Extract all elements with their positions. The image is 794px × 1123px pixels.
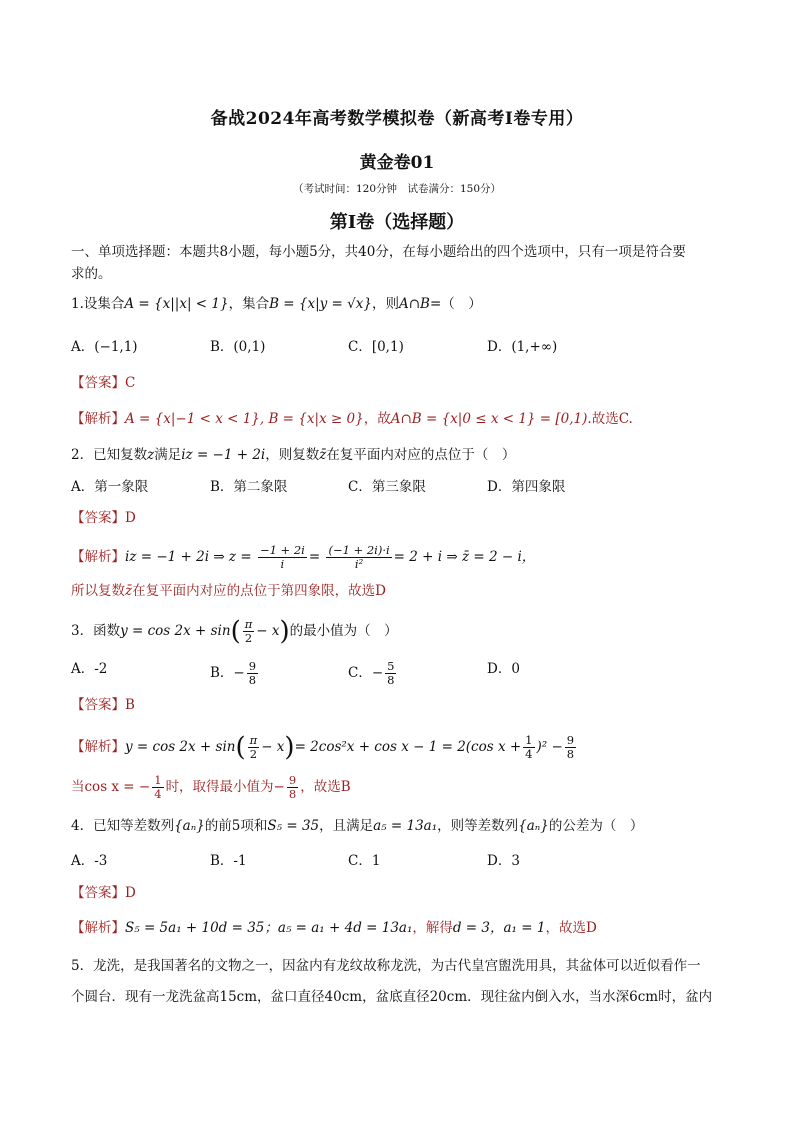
fraction: $\frac{1}{4}$ (154, 773, 162, 801)
exam-time-note: （考试时间：120分钟 试卷满分：150分） (292, 183, 502, 195)
fraction: $\frac{-1 + 2i}{i}$ (259, 543, 305, 571)
fraction: $\frac{(-1 + 2i)\cdot i}{\text{i²}}$ (328, 543, 390, 571)
q4-answer: 【答案】D (71, 885, 136, 901)
fraction: $\frac{9}{8}$ (566, 733, 575, 761)
q1-option-a: A．(−1,1) (71, 339, 138, 355)
instructions-line-2: 求的。 (71, 266, 112, 282)
fraction: $\frac{9}{8}$ (288, 773, 297, 801)
fraction: $\frac{\pi}{2}$ (249, 733, 258, 761)
exam-subtitle: 黄金卷01 (359, 153, 435, 173)
q2-answer: 【答案】D (71, 510, 136, 526)
q3-answer: 【答案】B (71, 697, 135, 713)
q4-option-a: A．-3 (71, 853, 108, 869)
question-5-line-2: 个圆台．现有一龙洗盆高15cm，盆口直径40cm，盆底直径20cm．现往盆内倒入水，当水深6cm时，盆内 (71, 989, 713, 1005)
section-heading: 第Ⅰ卷（选择题） (329, 212, 465, 233)
fraction: $\frac{5}{8}$ (387, 659, 395, 687)
q2-option-c: C．第三象限 (348, 479, 426, 495)
q3-option-d: D．0 (487, 661, 520, 677)
q2-option-a: A．第一象限 (71, 479, 149, 495)
q2-option-b: B．第二象限 (210, 479, 288, 495)
q1-option-b: B．(0,1) (210, 339, 266, 355)
q3-option-a: A．-2 (71, 661, 108, 677)
q1-option-c: C．[0,1) (348, 339, 404, 355)
q1-analysis: 【解析】A = {x|−1 < x < 1}, B = {x|x ≥ 0}，故A∩B = {x|0 ≤ x < 1} = [0,1).故选C. (71, 411, 633, 427)
question-1: 1.设集合A = {x||x| < 1}，集合B = {x|y = √x}，则A∩B=（ ） (71, 296, 482, 312)
question-4: 4．已知等差数列{aₙ}的前5项和S₅ = 35，且满足a₅ = 13a₁，则等差数列{aₙ}的公差为（ ） (71, 818, 644, 834)
q1-option-d: D．(1,+∞) (487, 339, 558, 355)
q1-answer: 【答案】C (71, 375, 136, 391)
q2-option-d: D．第四象限 (487, 479, 566, 495)
q3-option-b: B．− $\frac{9}{8}$ (210, 659, 257, 687)
q3-conclusion: 当cos x = − $\frac{1}{4}$ 时，取得最小值为− $\frac{9}{8}$ ，故选B (71, 773, 351, 801)
q4-option-c: C．1 (348, 853, 381, 869)
question-2: 2．已知复数z满足iz = −1 + 2i，则复数z̄在复平面内对应的点位于（ ） (71, 447, 516, 463)
q4-analysis: 【解析】S₅ = 5a₁ + 10d = 35；a₅ = a₁ + 4d = 13a₁，解得d = 3，a₁ = 1，故选D (71, 920, 597, 936)
fraction: $\frac{9}{8}$ (248, 659, 257, 687)
q3-analysis: 【解析】y = cos 2x + sin( $\frac{\pi}{2}$ − x)= 2cos²x + cos x − 1 = 2(cos x + $\frac{1}{4}$ )² − $\frac{9}{8}$ (71, 732, 575, 763)
fraction: $\frac{1}{4}$ (525, 733, 533, 761)
exam-title: 备战2024年高考数学模拟卷（新高考Ⅰ卷专用） (210, 109, 584, 129)
question-5-line-1: 5．龙洗，是我国著名的文物之一，因盆内有龙纹故称龙洗，为古代皇宫盥洗用具，其盆体可以近似看作一 (71, 958, 701, 974)
q3-option-c: C．− $\frac{5}{8}$ (348, 659, 395, 687)
instructions-line-1: 一、单项选择题：本题共8小题，每小题5分，共40分，在每小题给出的四个选项中，只有一项是符合要 (71, 244, 686, 260)
question-3: 3．函数y = cos 2x + sin( $\frac{\pi}{2}$ − x)的最小值为（ ） (71, 616, 398, 647)
fraction: $\frac{\pi}{2}$ (244, 617, 253, 645)
q2-analysis: 【解析】iz = −1 + 2i ⇒ z = $\frac{-1 + 2i}{i}$ = $\frac{(-1 + 2i)\cdot i}{\text{i²}}$ = 2 + i ⇒ z̄ = 2 − i， (71, 543, 536, 571)
q4-option-b: B．-1 (210, 853, 247, 869)
q4-option-d: D．3 (487, 853, 520, 869)
q2-conclusion: 所以复数z̄在复平面内对应的点位于第四象限，故选D (71, 583, 386, 599)
